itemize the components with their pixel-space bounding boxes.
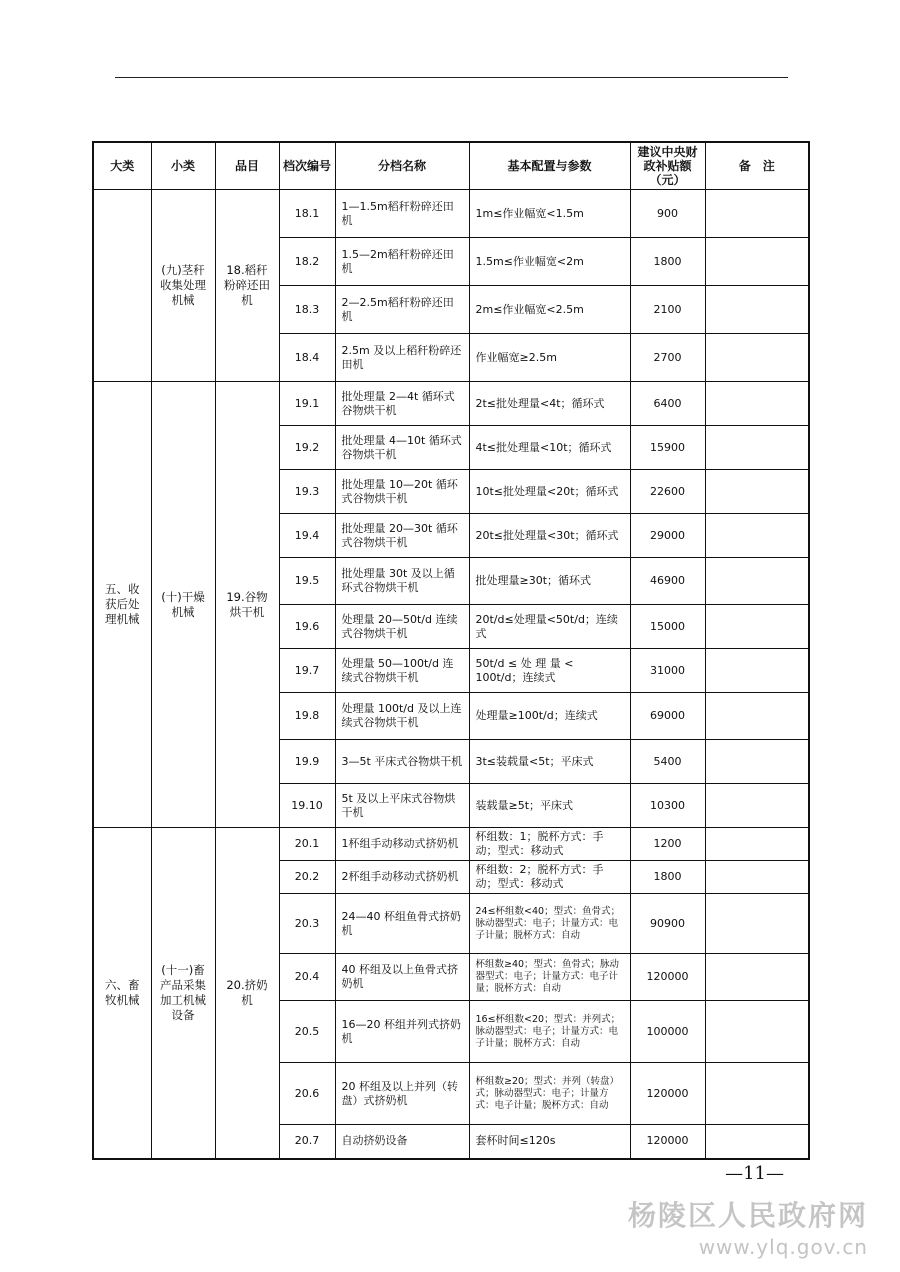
subsidy-table — [92, 141, 810, 1160]
subcategory-cell: (十)干燥机械 — [151, 382, 215, 828]
subsidy-amount: 900 — [630, 190, 705, 238]
subsidy-amount: 6400 — [630, 382, 705, 426]
grade-code: 19.9 — [279, 740, 335, 784]
table-header-row — [93, 142, 809, 190]
grade-code: 19.4 — [279, 514, 335, 558]
subcategory-cell: (九)茎秆收集处理机械 — [151, 190, 215, 382]
config-params: 24≤杯组数<40；型式：鱼骨式；脉动器型式：电子；计量方式：电子计量；脱杯方式：自动 — [469, 894, 630, 954]
remarks-cell — [705, 649, 809, 693]
grade-name: 20 杯组及以上并列（转盘）式挤奶机 — [335, 1063, 469, 1125]
grade-code: 20.2 — [279, 861, 335, 894]
item-cell: 20.挤奶机 — [215, 828, 279, 1159]
grade-code: 18.3 — [279, 286, 335, 334]
grade-code: 20.7 — [279, 1125, 335, 1159]
grade-name: 40 杯组及以上鱼骨式挤奶机 — [335, 954, 469, 1001]
config-params: 处理量≥100t/d；连续式 — [469, 693, 630, 740]
grade-code: 19.6 — [279, 605, 335, 649]
grade-name: 2—2.5m稻秆粉碎还田机 — [335, 286, 469, 334]
subsidy-amount: 46900 — [630, 558, 705, 605]
config-params: 4t≤批处理量<10t；循环式 — [469, 426, 630, 470]
grade-name: 批处理量 30t 及以上循环式谷物烘干机 — [335, 558, 469, 605]
grade-code: 19.5 — [279, 558, 335, 605]
subsidy-amount: 69000 — [630, 693, 705, 740]
config-params: 杯组数≥40；型式：鱼骨式；脉动器型式：电子；计量方式：电子计量；脱杯方式：自动 — [469, 954, 630, 1001]
config-params: 杯组数≥20；型式：并列（转盘）式；脉动器型式：电子；计量方式：电子计量；脱杯方式：自动 — [469, 1063, 630, 1125]
remarks-cell — [705, 382, 809, 426]
table-row — [93, 828, 809, 861]
grade-code: 20.6 — [279, 1063, 335, 1125]
grade-name: 批处理量 4—10t 循环式谷物烘干机 — [335, 426, 469, 470]
grade-code: 20.1 — [279, 828, 335, 861]
grade-name: 处理量 50—100t/d 连续式谷物烘干机 — [335, 649, 469, 693]
config-params: 批处理量≥30t；循环式 — [469, 558, 630, 605]
config-params: 2t≤批处理量<4t；循环式 — [469, 382, 630, 426]
col-header-category: 大类 — [93, 142, 151, 190]
grade-name: 16—20 杯组并列式挤奶机 — [335, 1001, 469, 1063]
subsidy-amount: 120000 — [630, 1125, 705, 1159]
subsidy-amount: 2100 — [630, 286, 705, 334]
header-rule — [115, 77, 788, 78]
grade-name: 2.5m 及以上稻秆粉碎还田机 — [335, 334, 469, 382]
grade-code: 19.3 — [279, 470, 335, 514]
config-params: 1.5m≤作业幅宽<2m — [469, 238, 630, 286]
subsidy-amount: 120000 — [630, 1063, 705, 1125]
site-watermark — [628, 1198, 868, 1260]
col-header-remarks: 备 注 — [705, 142, 809, 190]
subsidy-amount: 29000 — [630, 514, 705, 558]
col-header-subsidy: 建议中央财政补贴额（元） — [630, 142, 705, 190]
grade-name: 1杯组手动移动式挤奶机 — [335, 828, 469, 861]
remarks-cell — [705, 1001, 809, 1063]
grade-name: 批处理量 20—30t 循环式谷物烘干机 — [335, 514, 469, 558]
subsidy-amount: 10300 — [630, 784, 705, 828]
category-cell — [93, 190, 151, 382]
subsidy-amount: 1800 — [630, 861, 705, 894]
config-params: 16≤杯组数<20；型式：并列式；脉动器型式：电子；计量方式：电子计量；脱杯方式：自动 — [469, 1001, 630, 1063]
remarks-cell — [705, 514, 809, 558]
grade-code: 20.5 — [279, 1001, 335, 1063]
table-row — [93, 190, 809, 238]
config-params: 50t/d ≤ 处 理 量 < 100t/d；连续式 — [469, 649, 630, 693]
remarks-cell — [705, 286, 809, 334]
col-header-subcategory: 小类 — [151, 142, 215, 190]
grade-name: 1—1.5m稻秆粉碎还田机 — [335, 190, 469, 238]
subsidy-amount: 100000 — [630, 1001, 705, 1063]
config-params: 装载量≥5t；平床式 — [469, 784, 630, 828]
subcategory-cell: (十一)畜产品采集加工机械设备 — [151, 828, 215, 1159]
watermark-url: www.ylq.gov.cn — [698, 1235, 868, 1259]
grade-name: 自动挤奶设备 — [335, 1125, 469, 1159]
subsidy-amount: 120000 — [630, 954, 705, 1001]
remarks-cell — [705, 693, 809, 740]
col-header-grade-name: 分档名称 — [335, 142, 469, 190]
item-cell: 18.稻秆粉碎还田机 — [215, 190, 279, 382]
grade-name: 5t 及以上平床式谷物烘干机 — [335, 784, 469, 828]
grade-name: 2杯组手动移动式挤奶机 — [335, 861, 469, 894]
table-row — [93, 382, 809, 426]
col-header-grade-code: 档次编号 — [279, 142, 335, 190]
subsidy-amount: 1800 — [630, 238, 705, 286]
remarks-cell — [705, 334, 809, 382]
category-cell: 五、收获后处理机械 — [93, 382, 151, 828]
col-header-config: 基本配置与参数 — [469, 142, 630, 190]
remarks-cell — [705, 470, 809, 514]
grade-name: 1.5—2m稻秆粉碎还田机 — [335, 238, 469, 286]
grade-code: 19.8 — [279, 693, 335, 740]
remarks-cell — [705, 828, 809, 861]
config-params: 1m≤作业幅宽<1.5m — [469, 190, 630, 238]
subsidy-amount: 2700 — [630, 334, 705, 382]
config-params: 作业幅宽≥2.5m — [469, 334, 630, 382]
grade-name: 处理量 20—50t/d 连续式谷物烘干机 — [335, 605, 469, 649]
grade-code: 20.4 — [279, 954, 335, 1001]
subsidy-amount: 90900 — [630, 894, 705, 954]
config-params: 3t≤装载量<5t；平床式 — [469, 740, 630, 784]
remarks-cell — [705, 426, 809, 470]
grade-code: 19.10 — [279, 784, 335, 828]
remarks-cell — [705, 1063, 809, 1125]
remarks-cell — [705, 605, 809, 649]
grade-code: 19.2 — [279, 426, 335, 470]
grade-name: 24—40 杯组鱼骨式挤奶机 — [335, 894, 469, 954]
grade-name: 处理量 100t/d 及以上连续式谷物烘干机 — [335, 693, 469, 740]
page-number: —11— — [725, 1163, 784, 1184]
subsidy-amount: 31000 — [630, 649, 705, 693]
subsidy-amount: 15000 — [630, 605, 705, 649]
remarks-cell — [705, 238, 809, 286]
config-params: 20t/d≤处理量<50t/d；连续式 — [469, 605, 630, 649]
config-params: 套杯时间≤120s — [469, 1125, 630, 1159]
grade-code: 18.4 — [279, 334, 335, 382]
subsidy-amount: 1200 — [630, 828, 705, 861]
item-cell: 19.谷物烘干机 — [215, 382, 279, 828]
remarks-cell — [705, 1125, 809, 1159]
subsidy-amount: 22600 — [630, 470, 705, 514]
remarks-cell — [705, 954, 809, 1001]
grade-code: 18.1 — [279, 190, 335, 238]
remarks-cell — [705, 740, 809, 784]
remarks-cell — [705, 784, 809, 828]
remarks-cell — [705, 558, 809, 605]
remarks-cell — [705, 861, 809, 894]
category-cell: 六、畜牧机械 — [93, 828, 151, 1159]
config-params: 20t≤批处理量<30t；循环式 — [469, 514, 630, 558]
grade-code: 18.2 — [279, 238, 335, 286]
grade-code: 19.7 — [279, 649, 335, 693]
config-params: 杯组数：2；脱杯方式：手动；型式：移动式 — [469, 861, 630, 894]
remarks-cell — [705, 894, 809, 954]
config-params: 2m≤作业幅宽<2.5m — [469, 286, 630, 334]
watermark-site-name: 杨陵区人民政府网 — [628, 1199, 869, 1232]
grade-name: 批处理量 10—20t 循环式谷物烘干机 — [335, 470, 469, 514]
col-header-item: 品目 — [215, 142, 279, 190]
grade-code: 20.3 — [279, 894, 335, 954]
subsidy-amount: 15900 — [630, 426, 705, 470]
grade-name: 3—5t 平床式谷物烘干机 — [335, 740, 469, 784]
config-params: 10t≤批处理量<20t；循环式 — [469, 470, 630, 514]
remarks-cell — [705, 190, 809, 238]
grade-code: 19.1 — [279, 382, 335, 426]
grade-name: 批处理量 2—4t 循环式谷物烘干机 — [335, 382, 469, 426]
subsidy-amount: 5400 — [630, 740, 705, 784]
config-params: 杯组数：1；脱杯方式：手动；型式：移动式 — [469, 828, 630, 861]
